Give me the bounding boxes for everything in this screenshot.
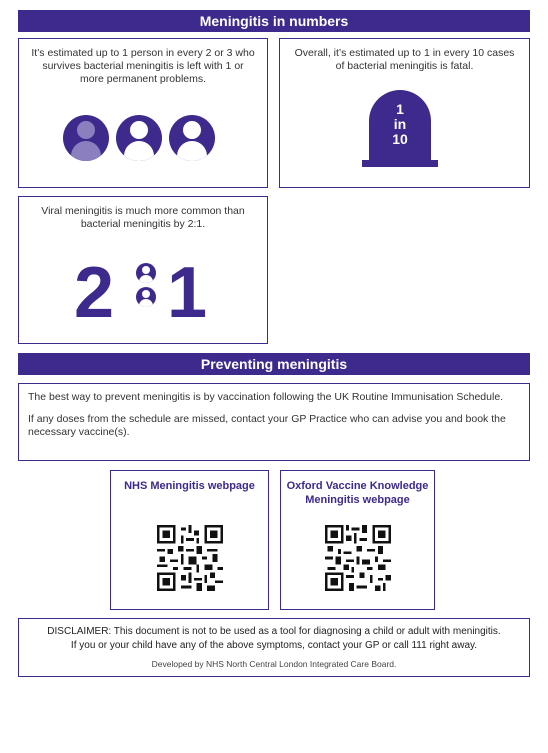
person-icon [63, 115, 109, 161]
prevention-paragraph: The best way to prevent meningitis is by vaccination following the UK Routine Immunisation Schedule. [28, 391, 504, 403]
ratio-right-number: 1 [167, 253, 208, 333]
prevention-text-box [18, 383, 530, 461]
numbers-heading: Meningitis in numbers [18, 10, 530, 32]
disclaimer-line: DISCLAIMER: This document is not to be used as a tool for diagnosing a child or adult with meningitis. [47, 626, 501, 637]
qr-code-icon[interactable] [157, 525, 223, 591]
permanent-problems-text: It’s estimated up to 1 person in every 2 or 3 who survives bacterial meningitis is left with 1 or more permanent problems. [31, 47, 255, 85]
person-icon [136, 263, 156, 283]
nhs-link-title[interactable]: NHS Meningitis webpage [124, 480, 255, 492]
disclaimer-box [18, 618, 530, 677]
prevention-paragraph: If any doses from the schedule are missed, contact your GP Practice who can advise you and book the necessary vaccine(s). [28, 413, 506, 438]
ratio-left-number: 2 [74, 253, 115, 333]
viral-card [18, 196, 268, 344]
tomb-line: in [393, 116, 407, 132]
fatal-text: Overall, it’s estimated up to 1 in every 10 cases of bacterial meningitis is fatal. [294, 47, 515, 72]
permanent-problems-card [18, 38, 268, 188]
person-icon [116, 115, 162, 161]
tombstone-base [362, 160, 438, 167]
qr-code-icon[interactable] [325, 525, 391, 591]
tombstone-icon [369, 90, 431, 162]
disclaimer-line: If you or your child have any of the above symptoms, contact your GP or call 111 right away. [70, 640, 478, 651]
oxford-link-card[interactable] [280, 470, 435, 610]
preventing-heading: Preventing meningitis [18, 353, 530, 375]
viral-text: Viral meningitis is much more common than bacterial meningitis by 2:1. [41, 205, 245, 230]
person-icon [169, 115, 215, 161]
tomb-line: 1 [396, 101, 404, 117]
person-icon [136, 287, 156, 307]
tomb-line: 10 [392, 131, 408, 147]
oxford-link-title[interactable]: Oxford Vaccine Knowledge Meningitis webpage [286, 480, 429, 506]
nhs-link-card[interactable] [110, 470, 269, 610]
credit-line: Developed by NHS North Central London Integrated Care Board. [151, 659, 397, 669]
